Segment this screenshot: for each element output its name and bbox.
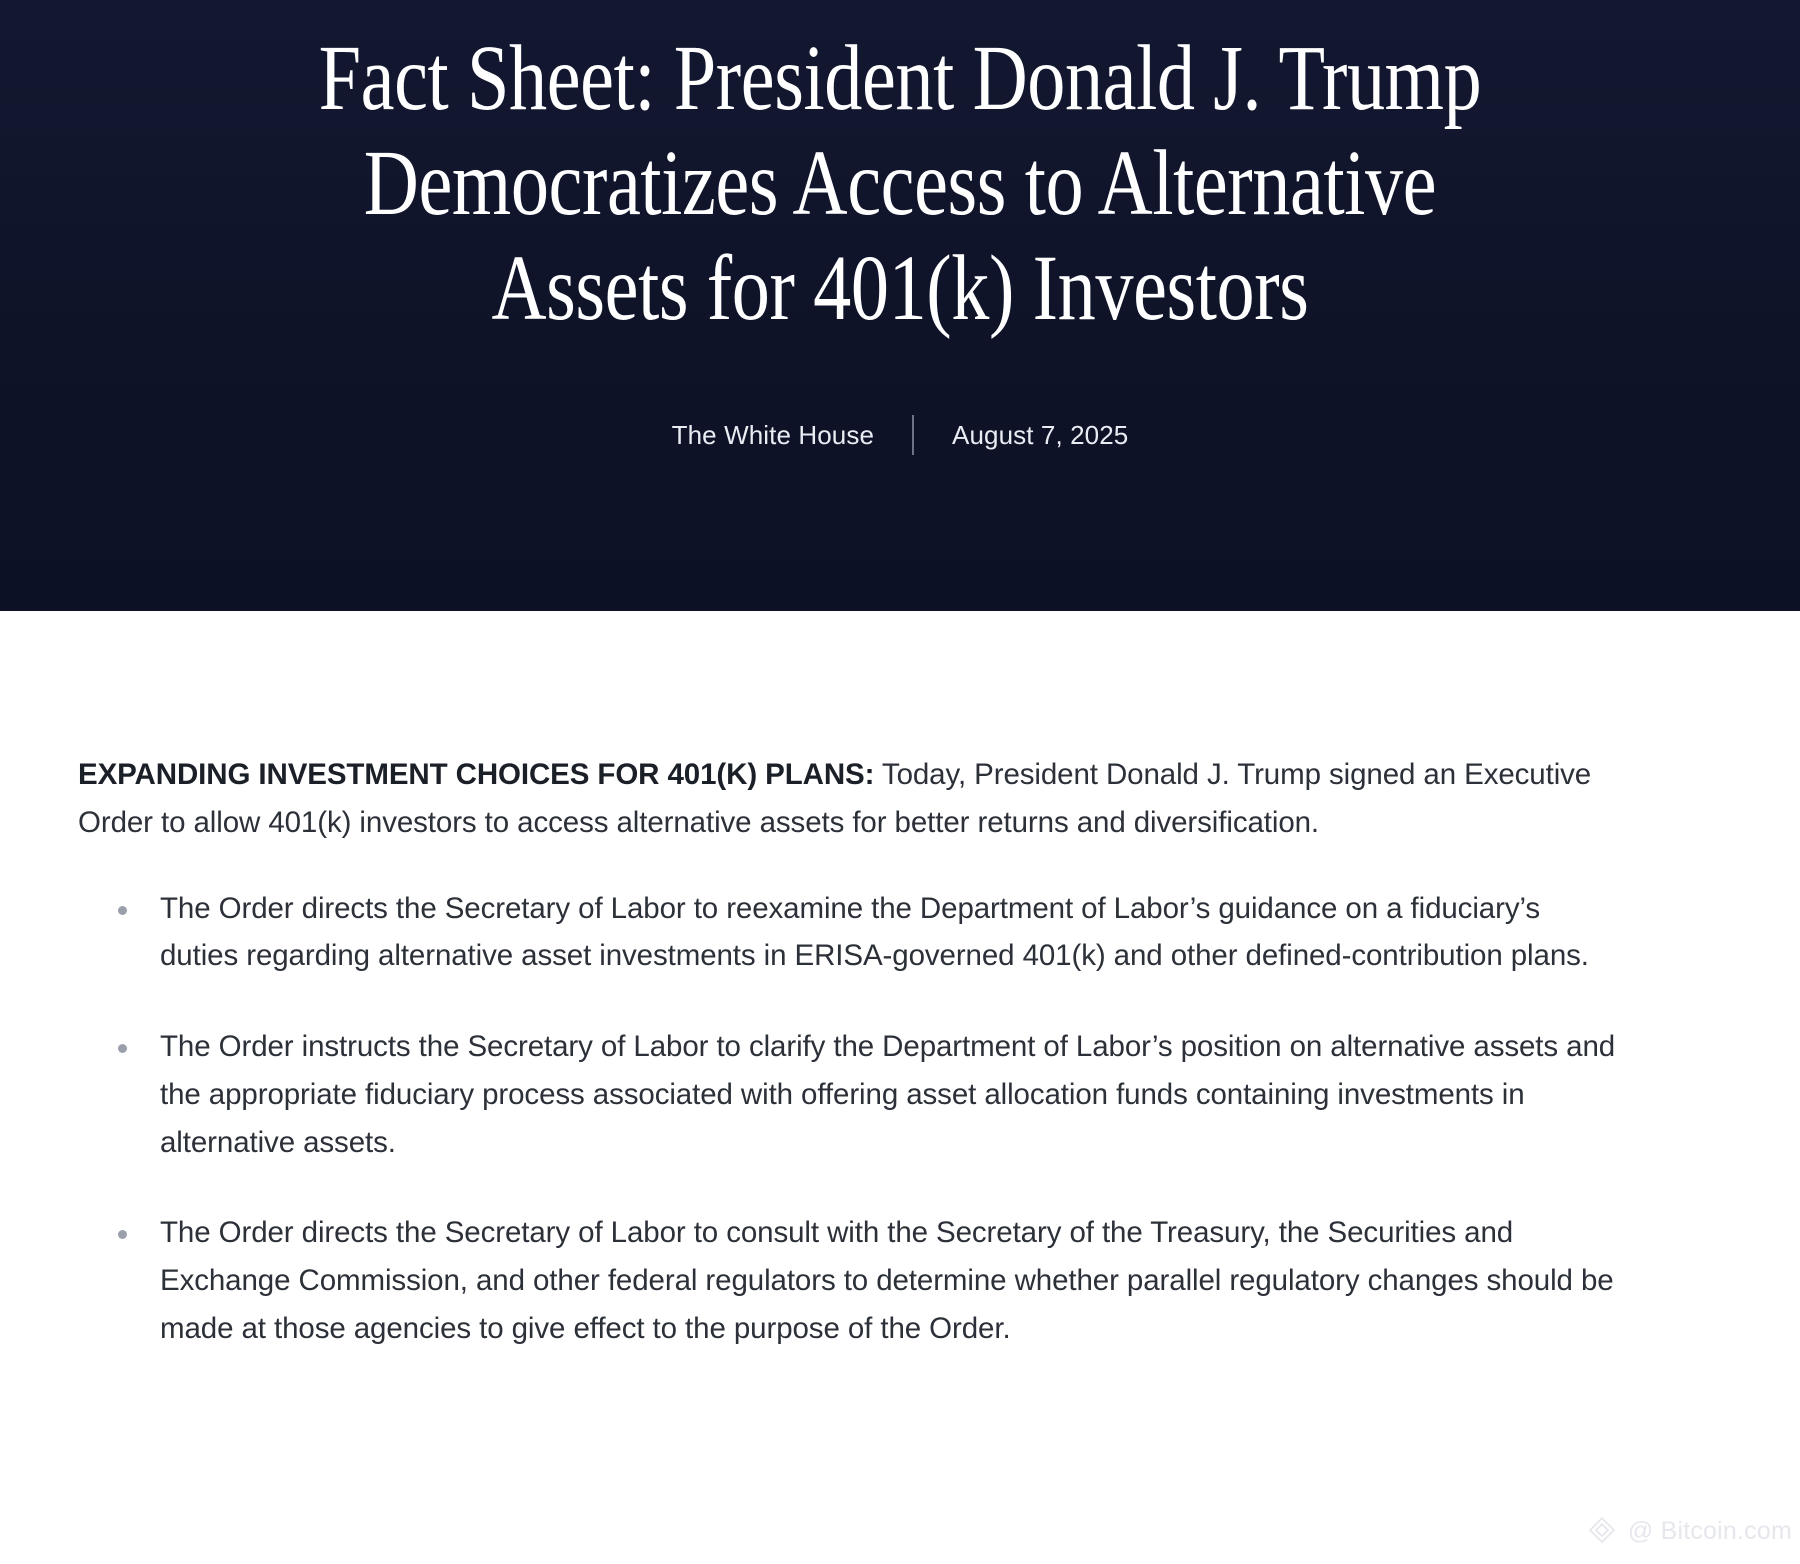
page-title: Fact Sheet: President Donald J. Trump Democratizes Access to Alternative Assets for 401(k) Investors bbox=[318, 27, 1482, 341]
bullet-dot-icon bbox=[118, 1230, 127, 1239]
article-byline bbox=[672, 415, 1129, 455]
byline-date: August 7, 2025 bbox=[952, 419, 1129, 450]
lede-text: Today, President Donald J. Trump signed an Executive Order to allow 401(k) investors to access alternative assets for better returns and diversification. bbox=[78, 758, 1592, 839]
lede-paragraph bbox=[78, 751, 1668, 847]
list-item-text: The Order directs the Secretary of Labor to consult with the Secretary of the Treasury, the Securities and Exchange Commission, and other federal regulators to determine whether parallel regulatory changes should be made at those agencies to give effect to the purpose of the Order. bbox=[160, 1216, 1614, 1346]
list-item-text: The Order instructs the Secretary of Labor to clarify the Department of Labor’s position on alternative assets and the appropriate fiduciary process associated with offering asset allocation funds containing investments in alternative assets. bbox=[160, 1030, 1616, 1159]
list-item bbox=[78, 1023, 1620, 1166]
bullet-dot-icon bbox=[118, 1044, 127, 1053]
article-body bbox=[0, 611, 1800, 1353]
lede-kicker: EXPANDING INVESTMENT CHOICES FOR 401(K) PLANS: bbox=[78, 758, 875, 791]
list-item bbox=[78, 885, 1620, 981]
list-item bbox=[78, 1209, 1620, 1352]
diamond-logo-icon bbox=[1585, 1514, 1619, 1548]
list-item-text: The Order directs the Secretary of Labor to reexamine the Department of Labor’s guidance on a fiduciary’s duties regarding alternative asset investments in ERISA-governed 401(k) and other defined-contribution plans. bbox=[160, 891, 1589, 973]
watermark-label: @ Bitcoin.com bbox=[1627, 1516, 1792, 1545]
byline-source: The White House bbox=[671, 419, 875, 450]
watermark bbox=[1585, 1514, 1792, 1548]
article-hero-banner bbox=[0, 0, 1800, 611]
order-provisions-list bbox=[0, 885, 1620, 1353]
bullet-dot-icon bbox=[118, 906, 127, 915]
